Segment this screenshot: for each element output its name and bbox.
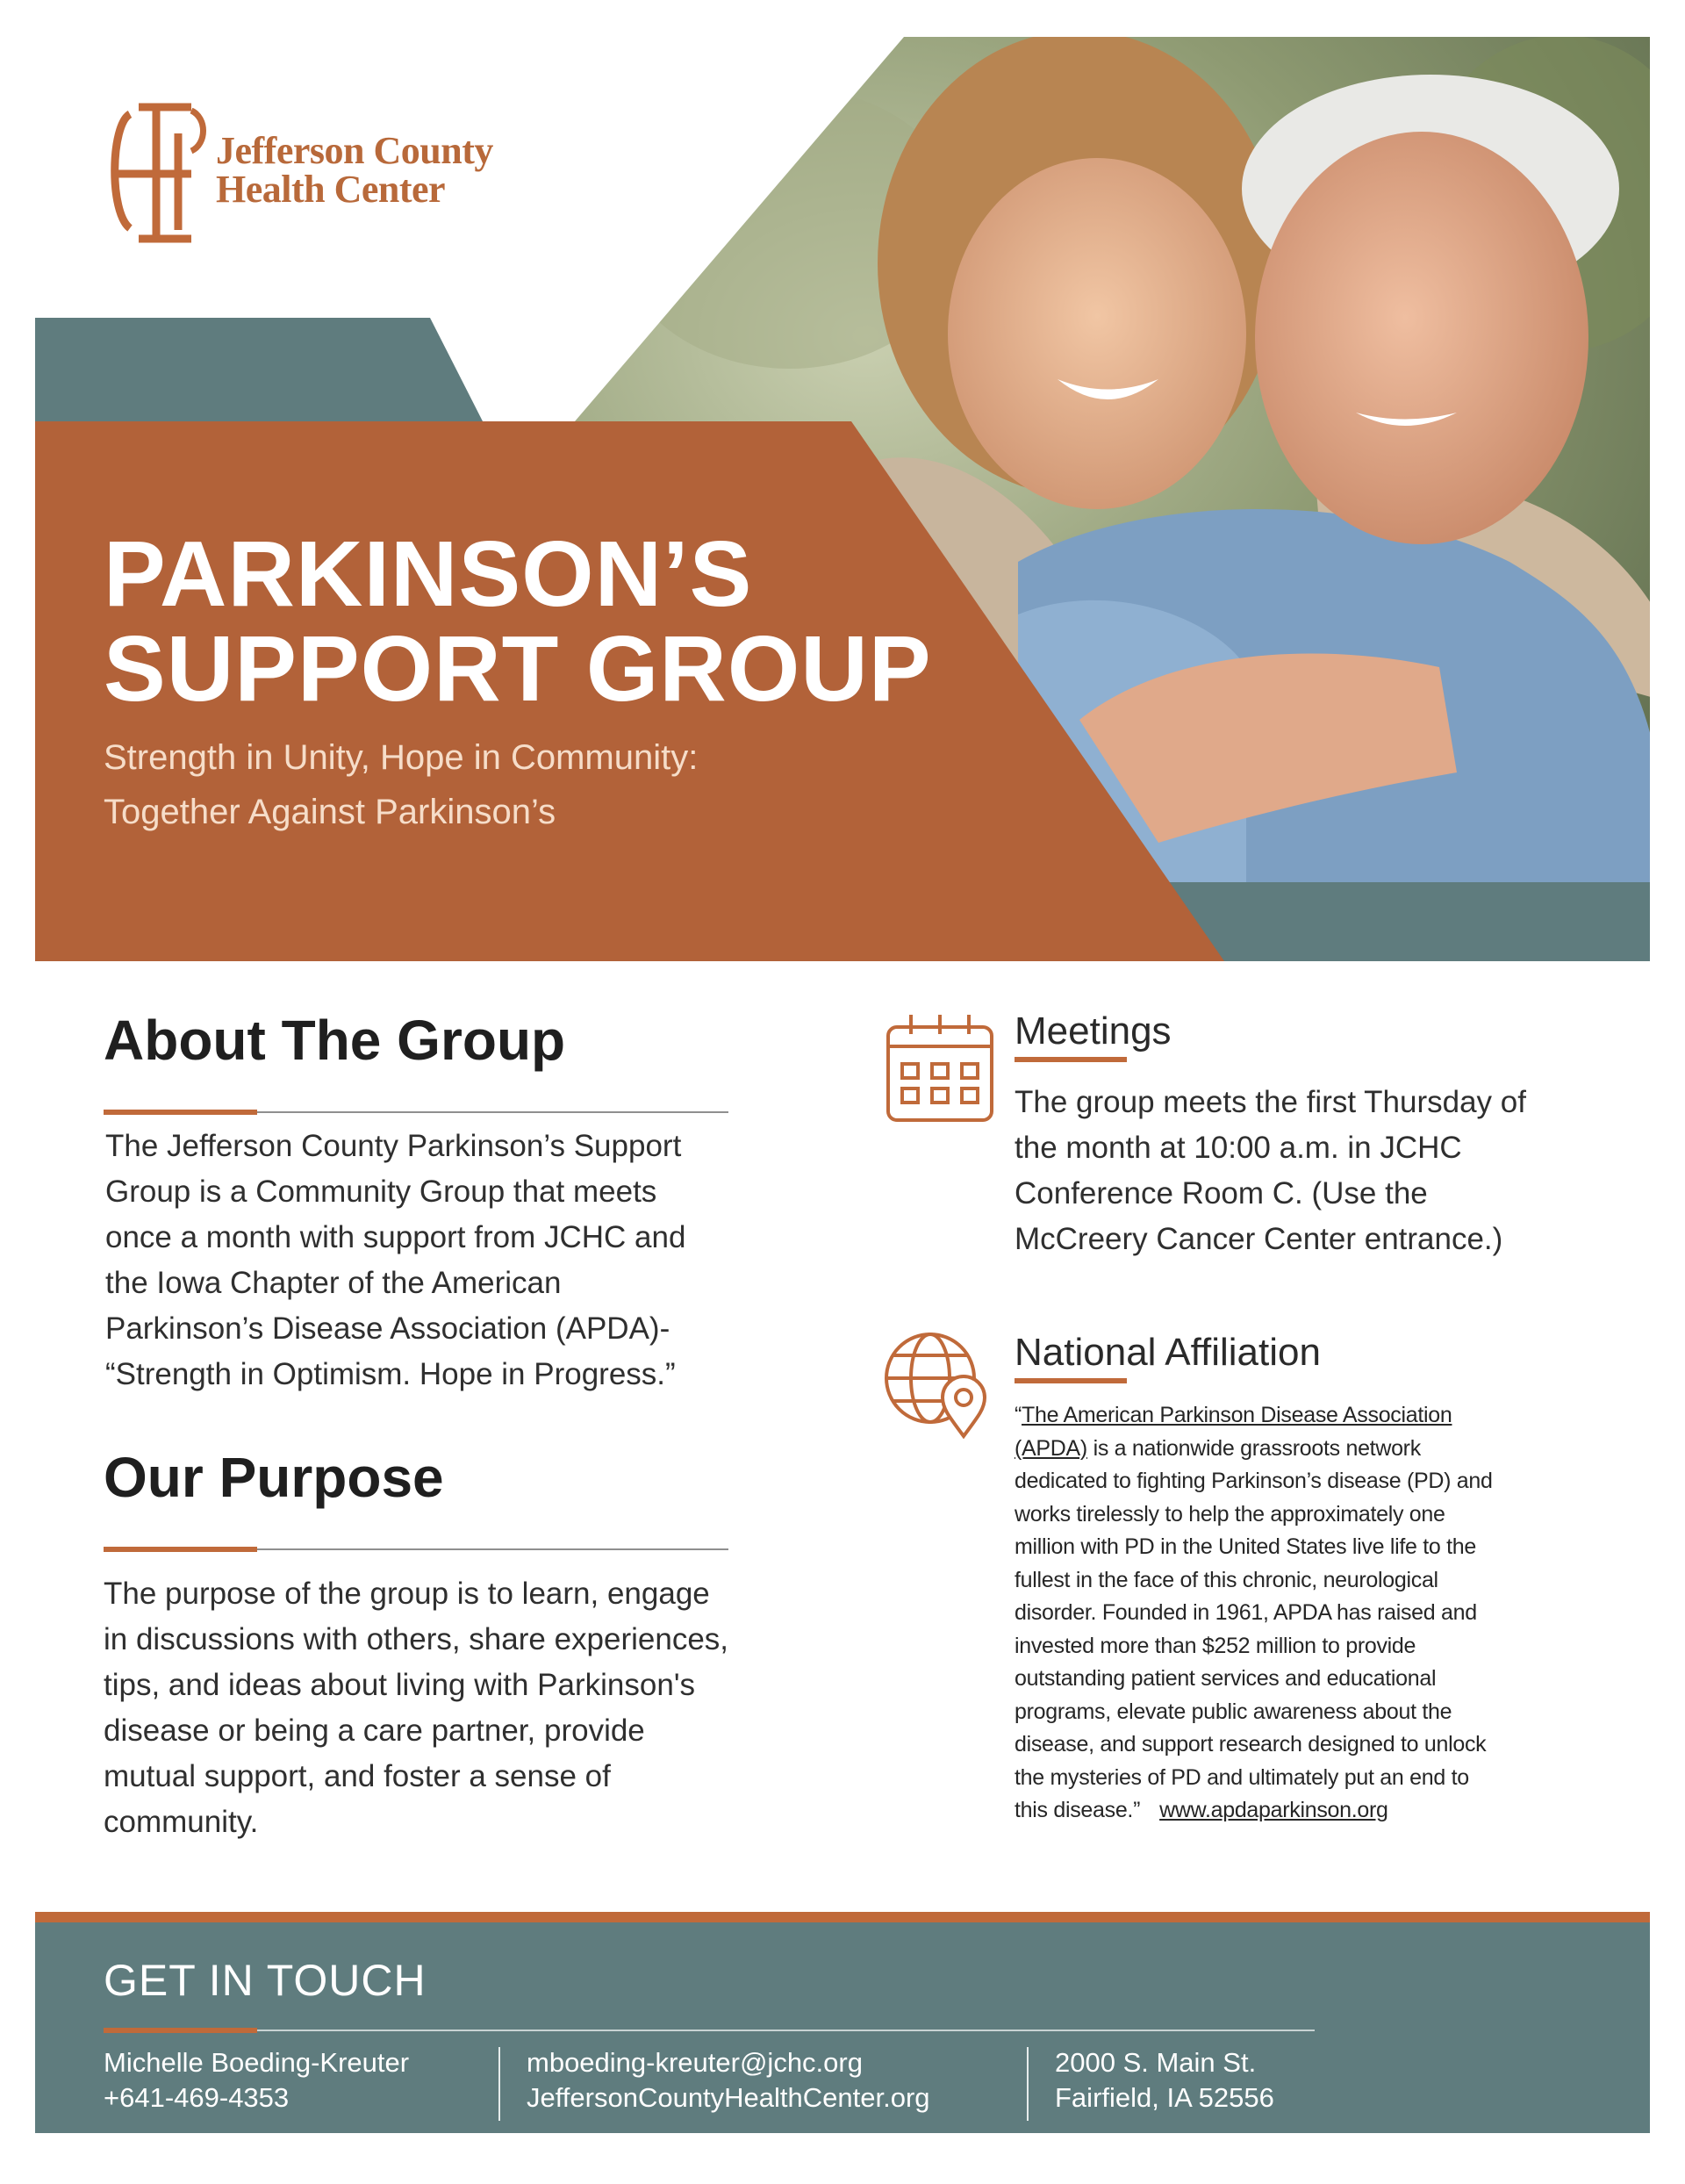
address-line-1: 2000 S. Main St.	[1055, 2047, 1257, 2078]
affiliation-line: fullest in the face of this chronic, neurological	[1015, 1567, 1438, 1592]
about-body	[105, 1124, 772, 1397]
about-line: once a month with support from JCHC and	[105, 1220, 686, 1254]
logo-monogram-icon	[104, 98, 209, 248]
subtitle-line-1: Strength in Unity, Hope in Community:	[104, 738, 699, 777]
contact-footer	[35, 1912, 1650, 2133]
meetings-body	[1015, 1080, 1646, 1262]
contact-phone[interactable]: +641-469-4353	[104, 2082, 290, 2113]
footer-separator	[498, 2047, 500, 2121]
meetings-underline	[1015, 1057, 1127, 1062]
contact-name: Michelle Boeding-Kreuter	[104, 2047, 410, 2078]
contact-website-link[interactable]: JeffersonCountyHealthCenter.org	[527, 2082, 930, 2113]
calendar-icon	[885, 1011, 995, 1125]
page-title	[104, 522, 981, 721]
meetings-line: McCreery Cancer Center entrance.)	[1015, 1222, 1503, 1256]
subtitle-line-2: Together Against Parkinson’s	[104, 793, 556, 831]
affiliation-line: the mysteries of PD and ultimately put an end to	[1015, 1764, 1469, 1790]
about-title: About The Group	[104, 1009, 566, 1072]
purpose-title: Our Purpose	[104, 1446, 444, 1509]
about-line: Parkinson’s Disease Association (APDA)-	[105, 1311, 670, 1346]
footer-divider	[104, 2028, 1315, 2033]
contact-address	[1055, 2045, 1274, 2116]
address-line-2: Fairfield, IA 52556	[1055, 2082, 1274, 2113]
footer-separator	[1027, 2047, 1029, 2121]
affiliation-line: disease, and support research designed to unlock	[1015, 1732, 1487, 1757]
contact-online	[527, 2045, 930, 2116]
purpose-line: tips, and ideas about living with Parkinson's	[104, 1668, 696, 1702]
affiliation-line-rest: is a nationwide grassroots network	[1086, 1435, 1421, 1461]
purpose-divider	[104, 1547, 728, 1552]
title-line-1: PARKINSON’S	[104, 522, 753, 626]
purpose-line: The purpose of the group is to learn, engage	[104, 1577, 710, 1611]
about-line: Group is a Community Group that meets	[105, 1175, 657, 1209]
purpose-line: disease or being a care partner, provide	[104, 1713, 645, 1748]
apda-acronym-link[interactable]: (APDA)	[1015, 1435, 1087, 1461]
logo-name-line1: Jefferson County	[216, 129, 493, 172]
about-divider	[104, 1110, 728, 1115]
contact-person	[104, 2045, 409, 2116]
logo-text	[216, 129, 493, 211]
globe-location-icon	[883, 1331, 992, 1440]
affiliation-last-line: this disease.”	[1015, 1798, 1141, 1822]
meetings-line: The group meets the first Thursday of	[1015, 1085, 1526, 1119]
logo-name-line2: Health Center	[216, 168, 446, 211]
about-line: the Iowa Chapter of the American	[105, 1266, 562, 1300]
purpose-line: community.	[104, 1805, 259, 1839]
affiliation-line	[1015, 1794, 1655, 1828]
apda-link[interactable]: The American Parkinson Disease Association	[1022, 1403, 1452, 1427]
affiliation-line: programs, elevate public awareness about the	[1015, 1699, 1452, 1724]
affiliation-line: works tirelessly to help the approximately one	[1015, 1501, 1445, 1527]
about-line: “Strength in Optimism. Hope in Progress.”	[105, 1357, 676, 1391]
purpose-line: mutual support, and foster a sense of	[104, 1759, 611, 1793]
meetings-title: Meetings	[1015, 1009, 1172, 1052]
affiliation-line: invested more than $252 million to provide	[1015, 1633, 1416, 1658]
title-line-2: SUPPORT GROUP	[104, 617, 932, 721]
affiliation-line	[1015, 1433, 1655, 1466]
affiliation-title: National Affiliation	[1015, 1331, 1321, 1374]
jchc-logo	[104, 98, 525, 248]
affiliation-underline	[1015, 1378, 1127, 1383]
affiliation-line: disorder. Founded in 1961, APDA has raised and	[1015, 1600, 1477, 1625]
hero-banner	[0, 0, 1685, 961]
about-line: The Jefferson County Parkinson’s Support	[105, 1129, 682, 1163]
purpose-body	[104, 1571, 788, 1845]
quote-open: “	[1015, 1403, 1022, 1427]
apda-website-link[interactable]: www.apdaparkinson.org	[1159, 1798, 1388, 1822]
affiliation-line: dedicated to fighting Parkinson’s disease (PD) and	[1015, 1469, 1493, 1493]
meetings-line: Conference Room C. (Use the	[1015, 1176, 1428, 1211]
contact-email-link[interactable]: mboeding-kreuter@jchc.org	[527, 2047, 863, 2078]
affiliation-line	[1015, 1399, 1655, 1433]
meetings-line: the month at 10:00 a.m. in JCHC	[1015, 1131, 1462, 1165]
purpose-line: in discussions with others, share experiences,	[104, 1622, 729, 1656]
affiliation-line: million with PD in the United States live life to the	[1015, 1534, 1477, 1559]
affiliation-body	[1015, 1399, 1655, 1828]
page-subtitle	[104, 730, 893, 839]
affiliation-line: outstanding patient services and educational	[1015, 1666, 1437, 1691]
footer-title: GET IN TOUCH	[104, 1956, 427, 2005]
